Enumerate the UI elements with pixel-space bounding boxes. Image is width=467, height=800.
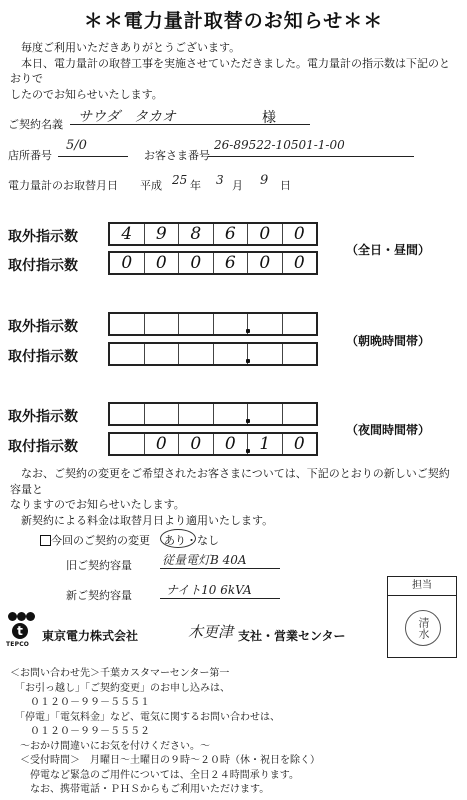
year-unit: 年 — [190, 179, 201, 192]
removed-reading-boxes — [108, 402, 318, 426]
digit-cell — [214, 404, 249, 424]
digit-cell: 0 — [248, 224, 283, 244]
customer-number-label: お客さま番号 — [144, 149, 210, 162]
digit-cell: 9 — [145, 224, 180, 244]
contract-change-note — [10, 466, 460, 528]
company-name: 東京電力株式会社 — [42, 629, 139, 643]
digit-cell — [214, 344, 249, 364]
digit-cell — [110, 344, 145, 364]
digit-cell — [283, 404, 317, 424]
period-label-daytime: （全日・昼間） — [346, 243, 431, 257]
customer-number-value: 26-89522-10501-1-00 — [214, 138, 345, 152]
branch-suffix: 支社・営業センター — [238, 629, 346, 643]
installed-reading-boxes — [108, 251, 318, 275]
branch-name-handwritten: 木更津 — [188, 623, 234, 641]
digit-cell — [179, 404, 214, 424]
store-number-value: 5/0 — [66, 138, 87, 153]
digit-cell: 0 — [293, 224, 305, 244]
contact-line: ＜お問い合わせ先＞千葉カスタマーセンター第一 — [10, 668, 230, 679]
digit-cell: 0 — [110, 253, 145, 273]
digit-cell — [145, 344, 180, 364]
removed-reading-boxes — [108, 312, 318, 336]
contact-line: ０１２０－９９－５５５２ — [10, 726, 150, 737]
digit-cell: 1 — [248, 434, 283, 454]
intro-line: 本日、電力量計の取替工事を実施させていただきました。電力量計の指示数は下記のとおりで — [10, 56, 450, 85]
removed-reading-label: 取外指示数 — [8, 319, 78, 335]
digit-cell — [248, 404, 283, 424]
digit-cell: 0 — [214, 434, 249, 454]
month-unit: 月 — [232, 179, 243, 192]
period-label-night: （夜間時間帯） — [346, 423, 431, 437]
contact-info — [10, 667, 460, 798]
contact-line: ０１２０－９９－５５５１ — [10, 697, 150, 708]
old-capacity-label: 旧ご契約容量 — [66, 559, 132, 572]
page-title: ＊＊電力量計取替のお知らせ＊＊ — [83, 10, 384, 32]
day-value: 9 — [260, 173, 269, 188]
digit-cell: 0 — [248, 253, 283, 273]
era: 平成 — [140, 179, 162, 192]
seal-text: 清水 — [417, 617, 430, 639]
installed-reading-boxes — [108, 342, 318, 366]
note-line: 新契約による料金は取替月日より適用いたします。 — [10, 513, 274, 527]
removed-reading-label: 取外指示数 — [8, 409, 78, 425]
digit-cell — [248, 344, 283, 364]
installed-reading-label: 取付指示数 — [8, 258, 78, 274]
intro-line: 毎度ご利用いただきありがとうございます。 — [10, 41, 241, 54]
store-number-label: 店所番号 — [8, 149, 52, 162]
day-unit: 日 — [280, 179, 291, 192]
contract-change-value: あり・なし — [164, 534, 219, 547]
period-label-morning-evening: （朝晩時間帯） — [346, 334, 431, 348]
digit-cell — [179, 314, 214, 334]
digit-cell — [179, 344, 214, 364]
logo-text: TEPCO — [6, 641, 30, 648]
circle-mark-icon — [160, 529, 196, 548]
old-capacity-value: 従量電灯B 40A — [162, 553, 247, 567]
digit-cell: 6 — [214, 224, 249, 244]
digit-cell: 4 — [110, 224, 145, 244]
checkbox-icon — [40, 535, 51, 546]
digit-cell: 8 — [179, 224, 214, 244]
digit-cell — [283, 314, 317, 334]
installed-reading-boxes — [108, 432, 318, 456]
digit-cell — [214, 314, 249, 334]
removed-reading-label: 取外指示数 — [8, 229, 78, 245]
contact-line: 「停電」「電気料金」など、電気に関するお問い合わせは、 — [10, 711, 280, 723]
digit-cell — [145, 314, 180, 334]
digit-cell: 0 — [293, 434, 305, 454]
staff-seal — [405, 610, 441, 646]
digit-cell: 0 — [179, 253, 214, 273]
contact-line: ＜受付時間＞ 月曜日～土曜日の９時～２０時（休・祝日を除く） — [10, 755, 320, 766]
digit-cell — [110, 314, 145, 334]
contact-line: 停電など緊急のご用件については、全日２４時間承ります。 — [10, 769, 299, 781]
honorific: 様 — [262, 110, 276, 126]
digit-cell: 0 — [145, 434, 180, 454]
intro-text — [10, 40, 460, 102]
installed-reading-label: 取付指示数 — [8, 349, 78, 365]
note-line: なお、ご契約の変更をご希望されたお客さまについては、下記のとおりの新しいご契約容量と — [10, 467, 450, 496]
digit-cell — [145, 404, 180, 424]
digit-cell — [248, 314, 283, 334]
digit-cell — [110, 404, 145, 424]
note-line: なりますのでお知らせいたします。 — [10, 498, 185, 511]
intro-line: したのでお知らせいたします。 — [10, 87, 163, 101]
contract-name-label: ご契約名義 — [8, 118, 63, 131]
replacement-date-label: 電力量計のお取替月日 — [8, 179, 118, 192]
contract-change-label: 今回のご契約の変更 — [51, 534, 150, 547]
contact-line: なお、携帯電話・ＰＨＳからもご利用いただけます。 — [10, 784, 270, 795]
digit-cell: 0 — [145, 253, 180, 273]
digit-cell — [283, 344, 317, 364]
digit-cell: 6 — [214, 253, 249, 273]
digit-cell: 0 — [179, 434, 214, 454]
contact-line: ～おかけ間違いにお気を付けください。～ — [10, 740, 210, 752]
removed-reading-boxes — [108, 222, 318, 246]
tepco-logo: t TEPCO — [8, 612, 36, 648]
installed-reading-label: 取付指示数 — [8, 439, 78, 455]
new-capacity-label: 新ご契約容量 — [66, 589, 132, 602]
digit-cell — [110, 434, 145, 454]
month-value: 3 — [216, 173, 224, 187]
staff-stamp-header: 担当 — [388, 577, 456, 596]
digit-cell: 0 — [293, 253, 305, 273]
contact-line: 「お引っ越し」「ご契約変更」のお申し込みは、 — [10, 682, 230, 694]
contract-name-value: サウダ タカオ — [78, 109, 176, 125]
new-capacity-value: ナイト10 6kVA — [166, 583, 252, 597]
year-value: 25 — [172, 173, 188, 187]
